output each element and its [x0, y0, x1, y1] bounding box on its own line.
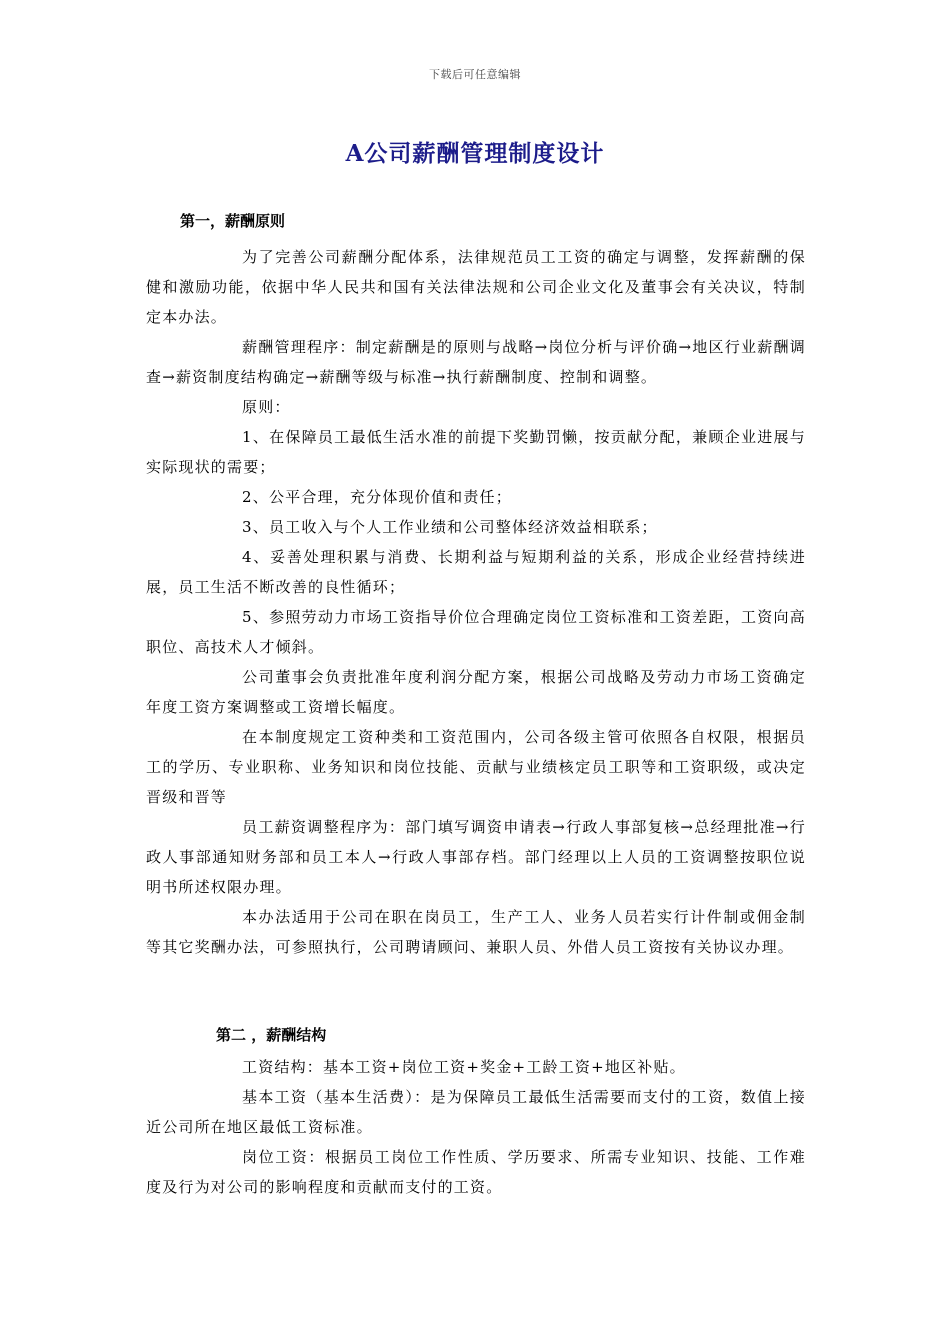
paragraph: 薪酬管理程序：制定薪酬是的原则与战略→岗位分析与评价确→地区行业薪酬调查→薪资制度结构确定→薪酬等级与标准→执行薪酬制度、控制和调整。	[146, 338, 806, 386]
paragraph: 2、公平合理，充分体现价值和责任；	[242, 488, 512, 506]
paragraph: 5、参照劳动力市场工资指导价位合理确定岗位工资标准和工资差距，工资向高职位、高技术人才倾斜。	[146, 608, 806, 656]
paragraph: 原则：	[242, 398, 291, 416]
paragraph: 在本制度规定工资种类和工资范围内，公司各级主管可依照各自权限，根据员工的学历、专业职称、业务知识和岗位技能、贡献与业绩核定员工职等和工资职级，或决定晋级和晋等	[146, 728, 806, 806]
section-salary-structure	[146, 1022, 806, 1202]
paragraph: 1、在保障员工最低生活水准的前提下奖勤罚懒，按贡献分配，兼顾企业进展与实际现状的需要；	[146, 428, 806, 476]
paragraph: 本办法适用于公司在职在岗员工，生产工人、业务人员若实行计件制或佣金制等其它奖酬办法，可参照执行，公司聘请顾问、兼职人员、外借人员工资按有关协议办理。	[146, 908, 806, 956]
paragraph: 3、员工收入与个人工作业绩和公司整体经济效益相联系；	[242, 518, 658, 536]
section-heading: 第一，薪酬原则	[180, 212, 286, 230]
page-header-note: 下载后可任意编辑	[429, 68, 521, 81]
paragraph: 工资结构：基本工资+岗位工资+奖金+工龄工资+地区补贴。	[242, 1058, 686, 1076]
paragraph: 公司董事会负责批准年度利润分配方案，根据公司战略及劳动力市场工资确定年度工资方案调整或工资增长幅度。	[146, 668, 806, 716]
section-salary-principles	[146, 208, 806, 962]
paragraph: 4、妥善处理积累与消费、长期利益与短期利益的关系，形成企业经营持续进展，员工生活不断改善的良性循环；	[146, 548, 806, 596]
paragraph: 为了完善公司薪酬分配体系，法律规范员工工资的确定与调整，发挥薪酬的保健和激励功能，依据中华人民共和国有关法律法规和公司企业文化及董事会有关决议，特制定本办法。	[146, 248, 806, 326]
paragraph: 员工薪资调整程序为：部门填写调资申请表→行政人事部复核→总经理批准→行政人事部通知财务部和员工本人→行政人事部存档。部门经理以上人员的工资调整按职位说明书所述权限办理。	[146, 818, 806, 896]
paragraph: 基本工资（基本生活费）：是为保障员工最低生活需要而支付的工资，数值上接近公司所在地区最低工资标准。	[146, 1088, 806, 1136]
document-title: A公司薪酬管理制度设计	[345, 140, 605, 167]
section-heading: 第二 ，薪酬结构	[216, 1026, 327, 1044]
paragraph: 岗位工资：根据员工岗位工作性质、学历要求、所需专业知识、技能、工作难度及行为对公司的影响程度和贡献而支付的工资。	[146, 1148, 806, 1196]
